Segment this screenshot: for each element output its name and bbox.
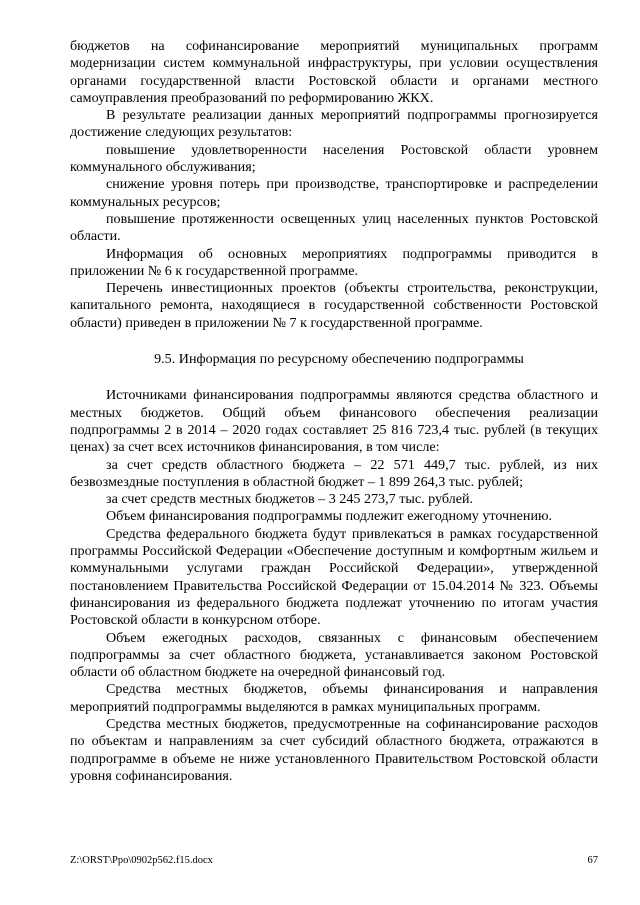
paragraph: повышение удовлетворенности населения Ростовской области уровнем коммунального обслуживания; xyxy=(70,141,598,176)
paragraph: повышение протяженности освещенных улиц населенных пунктов Ростовской области. xyxy=(70,210,598,245)
paragraph-group-funding xyxy=(70,387,598,785)
spacer xyxy=(70,332,598,351)
paragraph: за счет средств местных бюджетов – 3 245 273,7 тыс. рублей. xyxy=(106,491,474,508)
paragraph: Информация об основных мероприятиях подпрограммы приводится в приложении № 6 к государственной программе. xyxy=(70,245,598,279)
paragraph: Средства местных бюджетов, предусмотренные на софинансирование расходов по объектам и направлениям за счет субсидий областного бюджета, отражаются в подпрограмме в объеме не ниже установленного Правительством Ростовской области уровня софинансирования. xyxy=(70,715,598,784)
paragraph: Средства местных бюджетов, объемы финансирования и направления мероприятий подпрограммы выделяются в рамках муниципальных программ. xyxy=(70,681,598,715)
footer-file-path: Z:\ORST\Ppo\0902p562.f15.docx xyxy=(70,855,213,866)
paragraph: за счет средств областного бюджета – 22 571 449,7 тыс. рублей, из них безвозмездные поступления в областной бюджет – 1 899 264,3 тыс. рублей; xyxy=(70,456,598,490)
paragraph: Объем ежегодных расходов, связанных с финансовым обеспечением подпрограммы за счет областного бюджета, устанавливается законом Ростовской области об областном бюджете на очередной финансовый год. xyxy=(70,629,598,681)
document-body xyxy=(70,38,598,785)
paragraph: Объем финансирования подпрограммы подлежит ежегодному уточнению. xyxy=(106,508,553,525)
paragraph: Средства федерального бюджета будут привлекаться в рамках государственной программы Российской Федерации «Обеспечение доступным и комфортным жильем и коммунальными услугами граждан Российской Федерации», утвержденной постановлением Правительства Российской Федерации от 15.04.2014 № 323. Объемы финансирования из федерального бюджета подлежат уточнению по итогам участия Ростовской области в конкурсном отборе. xyxy=(70,525,598,629)
paragraph: Источниками финансирования подпрограммы являются средства областного и местных бюджетов. Общий объем финансового обеспечения реализации подпрограммы 2 в 2014 – 2020 годах составляет 25 816 723,4 тыс. рублей (в текущих ценах) за счет всех источников финансирования, в том числе: xyxy=(70,387,598,456)
page-number: 67 xyxy=(587,855,598,866)
paragraph: В результате реализации данных мероприятий подпрограммы прогнозируется достижение следующих результатов: xyxy=(70,107,598,141)
paragraph-group-intro xyxy=(70,38,598,332)
paragraph: снижение уровня потерь при производстве, транспортировке и распределении коммунальных ресурсов; xyxy=(70,176,598,210)
spacer xyxy=(70,368,598,387)
paragraph: Перечень инвестиционных проектов (объекты строительства, реконструкции, капитального ремонта, находящиеся в государственной собственности Ростовской области) приведен в приложении № 7 к государственной программе. xyxy=(70,280,598,331)
paragraph: бюджетов на софинансирование мероприятий муниципальных программ модернизации систем коммунальной инфраструктуры, при условии осуществления органами государственной власти Ростовской области и органами местного самоуправления преобразований по реформированию ЖКХ. xyxy=(70,38,598,106)
section-heading: 9.5. Информация по ресурсному обеспечению подпрограммы xyxy=(154,351,524,368)
